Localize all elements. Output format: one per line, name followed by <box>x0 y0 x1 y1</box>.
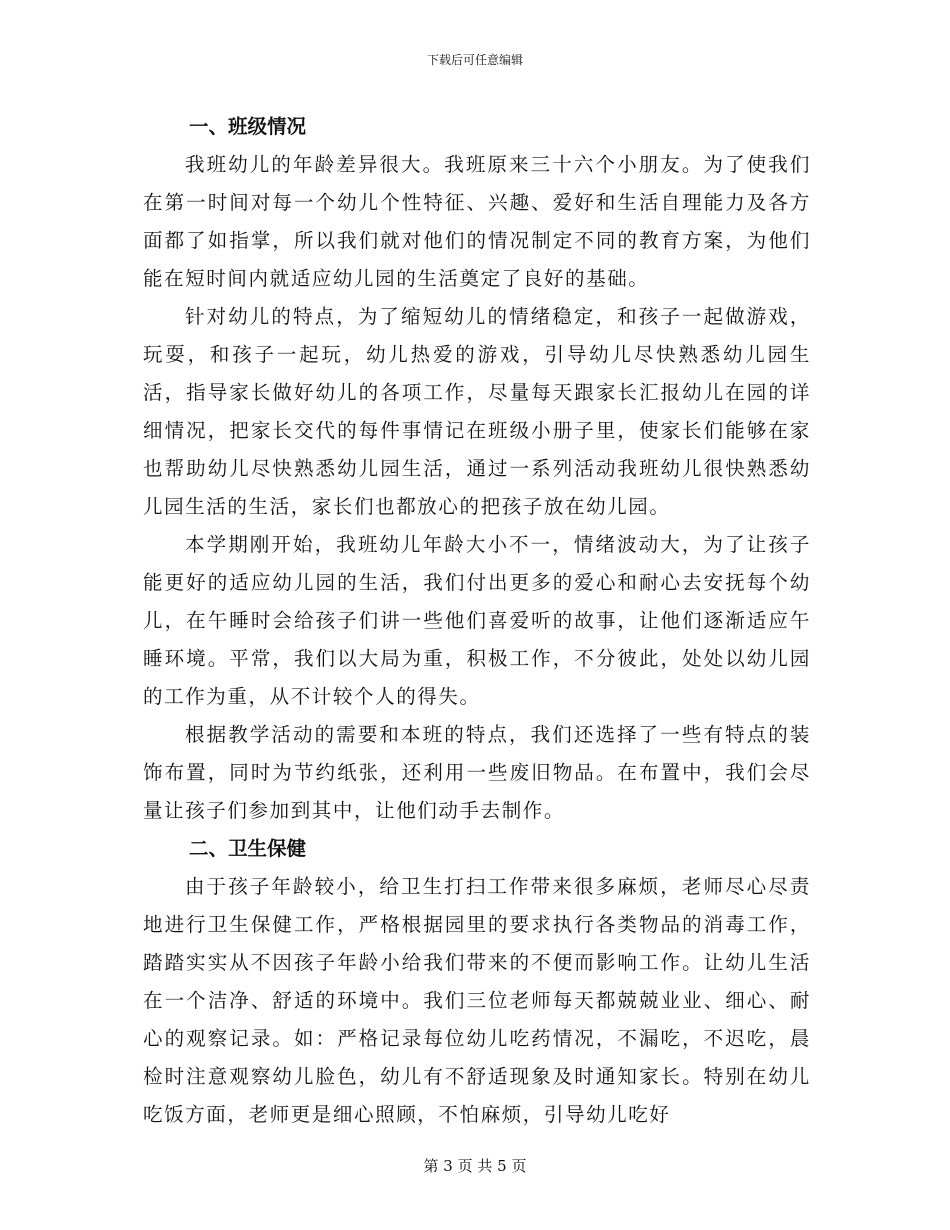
page-number: 第 3 页 共 5 页 <box>423 1157 527 1175</box>
paragraph-hygiene-care: 由于孩子年龄较小，给卫生打扫工作带来很多麻烦，老师尽心尽责地进行卫生保健工作，严格根据园里的要求执行各类物品的消毒工作，踏踏实实从不因孩子年龄小给我们带来的不便而影响工作。让幼儿生活在一个洁净、舒适的环境中。我们三位老师每天都兢兢业业、细心、耐心的观察记录。如：严格记录每位幼儿吃药情况，不漏吃，不迟吃，晨检时注意观察幼儿脸色，幼儿有不舒适现象及时通知家长。特别在幼儿吃饭方面，老师更是细心照顾，不怕麻烦，引导幼儿吃好 <box>143 875 811 1126</box>
section-heading-class-situation: 一、班级情况 <box>189 115 307 138</box>
paragraph-classroom-decoration: 根据教学活动的需要和本班的特点，我们还选择了一些有特点的装饰布置，同时为节约纸张，还利用一些废旧物品。在布置中，我们会尽量让孩子们参加到其中，让他们动手去制作。 <box>143 723 811 822</box>
section-heading-hygiene: 二、卫生保健 <box>189 837 307 860</box>
paragraph-adaptation-activities: 针对幼儿的特点，为了缩短幼儿的情绪稳定，和孩子一起做游戏，玩耍，和孩子一起玩，幼儿热爱的游戏，引导幼儿尽快熟悉幼儿园生活，指导家长做好幼儿的各项工作，尽量每天跟家长汇报幼儿在园的详细情况，把家长交代的每件事情记在班级小册子里，使家长们能够在家也帮助幼儿尽快熟悉幼儿园生活，通过一系列活动我班幼儿很快熟悉幼儿园生活的生活，家长们也都放心的把孩子放在幼儿园。 <box>143 305 811 518</box>
paragraph-age-differences: 我班幼儿的年龄差异很大。我班原来三十六个小朋友。为了使我们在第一时间对每一个幼儿个性特征、兴趣、爱好和生活自理能力及各方面都了如指掌，所以我们就对他们的情况制定不同的教育方案，为他们能在短时间内就适应幼儿园的生活奠定了良好的基础。 <box>143 153 811 290</box>
document-body <box>143 108 811 1134</box>
page-header: 下载后可任意编辑 <box>426 53 523 67</box>
paragraph-semester-start: 本学期刚开始，我班幼儿年龄大小不一，情绪波动大，为了让孩子能更好的适应幼儿园的生活，我们付出更多的爱心和耐心去安抚每个幼儿，在午睡时会给孩子们讲一些他们喜爱听的故事，让他们逐渐适应午睡环境。平常，我们以大局为重，积极工作，不分彼此，处处以幼儿园的工作为重，从不计较个人的得失。 <box>143 533 811 708</box>
